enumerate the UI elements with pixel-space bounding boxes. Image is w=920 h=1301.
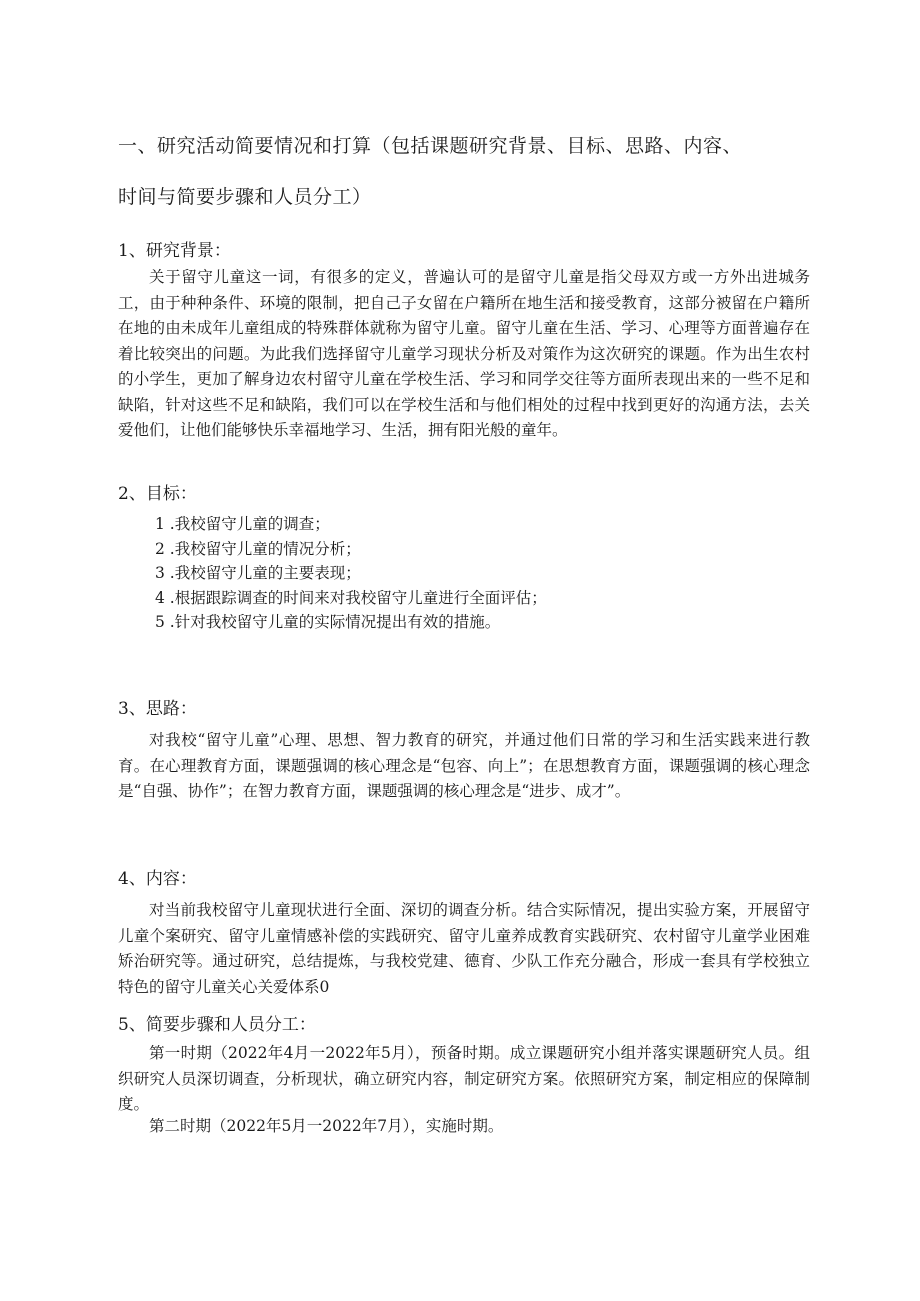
section-heading-goals: 2、目标： [118, 484, 197, 504]
goal-item: 5 .针对我校留守儿童的实际情况提出有效的措施。 [155, 613, 501, 631]
section-heading-content: 4、内容： [118, 869, 197, 889]
goal-item: 4 .根据跟踪调查的时间来对我校留守儿童进行全面评估； [155, 588, 547, 607]
goal-item: 1 .我校留守儿童的调查； [155, 515, 330, 533]
approach-paragraph: 对我校“留守儿童”心理、思想、智力教育的研究，并通过他们日常的学习和生活实践来进行教育。在心理教育方面，课题强调的核心理念是“包容、向上”；在思想教育方面，课题强调的核心理念是“自强、协作”；在智力教育方面，课题强调的核心理念是“进步、成才”。 [118, 731, 810, 800]
section-heading-approach: 3、思路： [118, 699, 197, 719]
background-paragraph: 关于留守儿童这一词，有很多的定义，普遍认可的是留守儿童是指父母双方或一方外出进城务工，由于种种条件、环境的限制，把自己子女留在户籍所在地生活和接受教育，这部分被留在户籍所在地的由未成年儿童组成的特殊群体就称为留守儿童。留守儿童在生活、学习、心理等方面普遍存在着比较突出的问题。为此我们选择留守儿童学习现状分析及对策作为这次研究的课题。作为出生农村的小学生，更加了解身边农村留守儿童在学校生活、学习和同学交往等方面所表现出来的一些不足和缺陷，针对这些不足和缺陷，我们可以在学校生活和与他们相处的过程中找到更好的沟通方法，去关爱他们，让他们能够快乐幸福地学习、生活，拥有阳光般的童年。 [118, 268, 810, 439]
steps-phase-2-paragraph: 第二时期（2022年5月一2022年7月），实施时期。 [149, 1117, 504, 1135]
main-heading-line-1: 一、研究活动简要情况和打算（包括课题研究背景、目标、思路、内容、 [118, 135, 743, 157]
steps-phase-1-paragraph: 第一时期（2022年4月一2022年5月），预备时期。成立课题研究小组并落实课题研究人员。组织研究人员深切调查，分析现状，确立研究内容，制定研究方案。依照研究方案，制定相应的保障制度。 [118, 1044, 810, 1113]
section-heading-steps: 5、简要步骤和人员分工： [118, 1015, 316, 1035]
content-paragraph: 对当前我校留守儿童现状进行全面、深切的调查分析。结合实际情况，提出实验方案，开展留守儿童个案研究、留守儿童情感补偿的实践研究、留守儿童养成教育实践研究、农村留守儿童学业困难矫治研究等。通过研究，总结提炼，与我校党建、德育、少队工作充分融合，形成一套具有学校独立特色的留守儿童关心关爱体系0 [118, 901, 810, 996]
goals-list [155, 512, 547, 635]
main-heading-line-2: 时间与简要步骤和人员分工） [118, 186, 372, 208]
section-heading-background: 1、研究背景： [118, 241, 231, 261]
goal-item: 2 .我校留守儿童的情况分析； [155, 539, 361, 558]
goal-item: 3 .我校留守儿童的主要表现； [155, 564, 361, 582]
